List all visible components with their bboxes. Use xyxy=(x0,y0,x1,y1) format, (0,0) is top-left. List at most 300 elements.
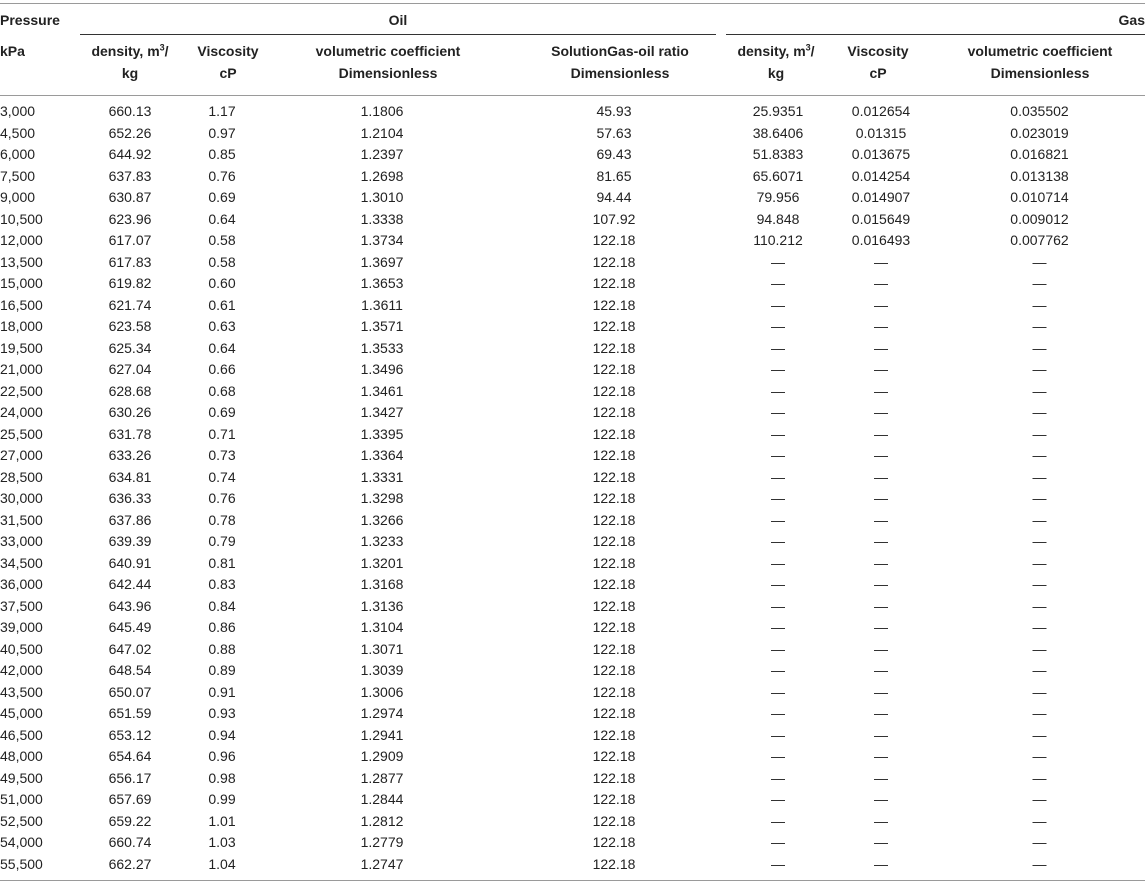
table-row xyxy=(0,510,1145,532)
table-row xyxy=(0,445,1145,467)
cell-gas-density: — xyxy=(771,404,785,420)
cell-pressure: 15,000 xyxy=(0,275,43,291)
cell-oil-volumetric-coefficient: 1.1806 xyxy=(360,103,404,119)
cell-gas-viscosity: — xyxy=(874,769,888,786)
oil-group-rule xyxy=(80,34,716,35)
cell-gas-viscosity: — xyxy=(874,253,888,270)
cell-oil-volumetric-coefficient: 1.2909 xyxy=(360,748,404,764)
cell-oil-volumetric-coefficient: 1.3168 xyxy=(360,576,404,592)
cell-pressure: 31,500 xyxy=(0,511,43,528)
cell-pressure: 10,500 xyxy=(0,210,43,227)
cell-gas-density: — xyxy=(771,490,785,506)
cell-gas-viscosity: — xyxy=(874,576,888,592)
cell-oil-volumetric-coefficient: 1.3364 xyxy=(360,447,404,463)
table-row xyxy=(0,402,1145,424)
data-table xyxy=(0,101,1145,875)
cell-oil-viscosity: 0.94 xyxy=(208,726,236,743)
cell-oil-volumetric-coefficient: 1.2844 xyxy=(360,791,404,807)
cell-oil-volumetric-coefficient: 1.2698 xyxy=(360,167,404,184)
cell-pressure: 3,000 xyxy=(0,103,36,119)
cell-gas-density: — xyxy=(771,296,785,313)
cell-gas-volumetric-coefficient: — xyxy=(1032,705,1047,721)
cell-gas-volumetric-coefficient: — xyxy=(1032,425,1047,442)
cell-oil-viscosity: 1.04 xyxy=(208,855,236,872)
cell-gas-viscosity: — xyxy=(874,662,888,678)
cell-pressure: 49,500 xyxy=(0,769,43,786)
cell-oil-viscosity: 0.96 xyxy=(208,748,236,764)
table-row xyxy=(0,725,1145,747)
header-gas-group: Gas xyxy=(1118,12,1145,28)
header-oil-viscosity: Viscosity cP xyxy=(197,43,259,81)
cell-pressure: 37,500 xyxy=(0,597,43,614)
cell-gas-density: — xyxy=(771,769,785,786)
cell-solution-gas-oil-ratio: 69.43 xyxy=(596,146,632,162)
cell-oil-density: 656.17 xyxy=(108,769,152,786)
cell-oil-density: 650.07 xyxy=(108,683,152,700)
table-row xyxy=(0,574,1145,596)
cell-oil-density: 636.33 xyxy=(108,490,152,506)
cell-oil-volumetric-coefficient: 1.3533 xyxy=(360,339,404,356)
cell-gas-volumetric-coefficient: 0.016821 xyxy=(1010,146,1069,162)
cell-oil-density: 651.59 xyxy=(108,705,152,721)
cell-oil-volumetric-coefficient: 1.2941 xyxy=(360,726,404,743)
cell-gas-viscosity: — xyxy=(874,339,888,356)
cell-oil-viscosity: 0.60 xyxy=(208,275,236,291)
header-gas-viscosity: Viscosity cP xyxy=(847,43,909,81)
cell-oil-density: 630.87 xyxy=(108,189,152,205)
cell-oil-volumetric-coefficient: 1.3653 xyxy=(360,275,404,291)
cell-gas-density: — xyxy=(771,425,785,442)
table-row xyxy=(0,424,1145,446)
cell-oil-viscosity: 0.58 xyxy=(208,232,236,248)
cell-oil-density: 647.02 xyxy=(108,640,152,657)
cell-gas-viscosity: — xyxy=(874,683,888,700)
cell-gas-viscosity: — xyxy=(874,382,888,399)
cell-oil-density: 637.86 xyxy=(108,511,152,528)
cell-pressure: 12,000 xyxy=(0,232,43,248)
cell-oil-density: 660.13 xyxy=(108,103,152,119)
cell-gas-volumetric-coefficient: — xyxy=(1032,554,1047,571)
table-row xyxy=(0,811,1145,833)
cell-gas-viscosity: — xyxy=(874,533,888,549)
cell-oil-volumetric-coefficient: 1.3071 xyxy=(360,640,404,657)
cell-solution-gas-oil-ratio: 122.18 xyxy=(592,683,636,700)
cell-oil-density: 623.96 xyxy=(108,210,152,227)
gas-group-rule xyxy=(726,34,1145,35)
cell-gas-density: — xyxy=(771,705,785,721)
cell-oil-density: 660.74 xyxy=(108,834,152,850)
table-row xyxy=(0,230,1145,252)
cell-gas-volumetric-coefficient: — xyxy=(1032,791,1047,807)
cell-pressure: 6,000 xyxy=(0,146,36,162)
cell-oil-density: 642.44 xyxy=(108,576,152,592)
cell-gas-density: — xyxy=(771,253,785,270)
cell-oil-viscosity: 0.74 xyxy=(208,468,236,485)
cell-gas-density: — xyxy=(771,576,785,592)
cell-gas-density: 51.8383 xyxy=(752,146,804,162)
header-oil-group: Oil xyxy=(388,12,408,28)
cell-pressure: 7,500 xyxy=(0,167,36,184)
cell-oil-volumetric-coefficient: 1.2397 xyxy=(360,146,404,162)
cell-oil-volumetric-coefficient: 1.3104 xyxy=(360,619,404,635)
cell-oil-volumetric-coefficient: 1.2974 xyxy=(360,705,404,721)
cell-solution-gas-oil-ratio: 122.18 xyxy=(592,554,636,571)
cell-gas-volumetric-coefficient: — xyxy=(1032,834,1047,850)
table-row xyxy=(0,123,1145,145)
cell-gas-viscosity: — xyxy=(874,834,888,850)
cell-gas-viscosity: 0.014254 xyxy=(851,167,911,184)
cell-gas-viscosity: 0.014907 xyxy=(851,189,911,205)
table-row xyxy=(0,660,1145,682)
header-gas-density: density, $m^3/$ kg xyxy=(737,42,815,81)
cell-oil-density: 657.69 xyxy=(108,791,152,807)
cell-gas-density: — xyxy=(771,662,785,678)
cell-gas-density: — xyxy=(771,533,785,549)
cell-oil-viscosity: 0.97 xyxy=(208,124,236,141)
cell-pressure: 27,000 xyxy=(0,447,43,463)
cell-gas-volumetric-coefficient: — xyxy=(1032,511,1047,528)
table-top-rule xyxy=(0,3,1145,4)
cell-oil-viscosity: 0.69 xyxy=(208,189,236,205)
cell-oil-viscosity: 0.78 xyxy=(208,511,236,528)
cell-solution-gas-oil-ratio: 122.18 xyxy=(592,855,636,872)
cell-oil-viscosity: 0.63 xyxy=(208,318,236,334)
cell-gas-density: — xyxy=(771,812,785,829)
cell-gas-volumetric-coefficient: — xyxy=(1032,748,1047,764)
cell-solution-gas-oil-ratio: 122.18 xyxy=(592,490,636,506)
table-row xyxy=(0,553,1145,575)
cell-solution-gas-oil-ratio: 45.93 xyxy=(596,103,632,119)
table-row xyxy=(0,187,1145,209)
cell-solution-gas-oil-ratio: 122.18 xyxy=(592,447,636,463)
cell-pressure: 55,500 xyxy=(0,855,43,872)
cell-gas-density: — xyxy=(771,447,785,463)
table-row xyxy=(0,252,1145,274)
cell-oil-volumetric-coefficient: 1.2747 xyxy=(360,855,404,872)
cell-oil-volumetric-coefficient: 1.3006 xyxy=(360,683,404,700)
cell-oil-volumetric-coefficient: 1.2812 xyxy=(360,812,404,829)
cell-pressure: 51,000 xyxy=(0,791,43,807)
cell-gas-volumetric-coefficient: — xyxy=(1032,855,1047,872)
cell-oil-viscosity: 0.88 xyxy=(208,640,236,657)
cell-solution-gas-oil-ratio: 122.18 xyxy=(592,812,636,829)
cell-oil-volumetric-coefficient: 1.3571 xyxy=(360,318,404,334)
cell-gas-volumetric-coefficient: — xyxy=(1032,640,1047,657)
cell-oil-density: 633.26 xyxy=(108,447,152,463)
cell-gas-density: 79.956 xyxy=(756,189,800,205)
cell-oil-density: 619.82 xyxy=(108,275,152,291)
cell-gas-viscosity: — xyxy=(874,425,888,442)
cell-oil-viscosity: 0.89 xyxy=(208,662,236,678)
cell-pressure: 45,000 xyxy=(0,705,43,721)
cell-oil-viscosity: 0.99 xyxy=(208,791,236,807)
cell-gas-volumetric-coefficient: — xyxy=(1032,662,1047,678)
cell-gas-density: — xyxy=(771,318,785,334)
cell-oil-viscosity: 1.17 xyxy=(208,103,236,119)
cell-gas-viscosity: — xyxy=(874,705,888,721)
table-row xyxy=(0,617,1145,639)
header-oil-volumetric-coefficient: volumetric coefficient Dimensionless xyxy=(315,43,461,81)
cell-gas-density: — xyxy=(771,726,785,743)
cell-pressure: 24,000 xyxy=(0,404,43,420)
cell-oil-density: 654.64 xyxy=(108,748,152,764)
cell-gas-viscosity: 0.016493 xyxy=(851,232,911,248)
header-pressure: Pressure xyxy=(0,12,60,28)
cell-oil-density: 627.04 xyxy=(108,361,152,377)
cell-oil-volumetric-coefficient: 1.3233 xyxy=(360,533,404,549)
cell-gas-viscosity: — xyxy=(874,855,888,872)
cell-oil-density: 628.68 xyxy=(108,382,152,399)
table-row xyxy=(0,746,1145,768)
cell-gas-density: 110.212 xyxy=(753,232,803,248)
cell-oil-viscosity: 0.83 xyxy=(208,576,236,592)
cell-oil-viscosity: 0.73 xyxy=(208,447,236,463)
cell-gas-volumetric-coefficient: — xyxy=(1032,275,1047,291)
cell-solution-gas-oil-ratio: 122.18 xyxy=(592,296,636,313)
cell-oil-volumetric-coefficient: 1.3697 xyxy=(360,253,404,270)
cell-oil-density: 640.91 xyxy=(108,554,152,571)
cell-gas-density: — xyxy=(771,339,785,356)
cell-gas-density: 38.6406 xyxy=(752,124,804,141)
cell-pressure: 48,000 xyxy=(0,748,43,764)
cell-gas-viscosity: — xyxy=(874,490,888,506)
table-row xyxy=(0,101,1145,123)
cell-oil-viscosity: 0.69 xyxy=(208,404,236,420)
header-bottom-rule xyxy=(0,95,1145,96)
cell-gas-volumetric-coefficient: 0.013138 xyxy=(1010,167,1069,184)
cell-solution-gas-oil-ratio: 94.44 xyxy=(596,189,632,205)
cell-oil-volumetric-coefficient: 1.3010 xyxy=(360,189,404,205)
header-solution-gas-oil-ratio: SolutionGas-oil ratio Dimensionless xyxy=(551,43,689,81)
cell-oil-volumetric-coefficient: 1.3395 xyxy=(360,425,404,442)
table-row xyxy=(0,854,1145,876)
cell-oil-viscosity: 0.98 xyxy=(208,769,236,786)
cell-solution-gas-oil-ratio: 122.18 xyxy=(592,232,636,248)
cell-gas-volumetric-coefficient: — xyxy=(1032,576,1047,592)
cell-solution-gas-oil-ratio: 122.18 xyxy=(592,339,636,356)
cell-oil-volumetric-coefficient: 1.2877 xyxy=(360,769,404,786)
cell-gas-volumetric-coefficient: 0.009012 xyxy=(1010,210,1069,227)
cell-gas-volumetric-coefficient: — xyxy=(1032,683,1047,700)
cell-gas-volumetric-coefficient: 0.010714 xyxy=(1010,189,1069,205)
cell-oil-volumetric-coefficient: 1.3496 xyxy=(360,361,404,377)
cell-gas-density: — xyxy=(771,791,785,807)
cell-gas-viscosity: — xyxy=(874,619,888,635)
table-row xyxy=(0,316,1145,338)
cell-oil-viscosity: 0.76 xyxy=(208,167,236,184)
cell-gas-density: — xyxy=(771,683,785,700)
cell-solution-gas-oil-ratio: 122.18 xyxy=(592,511,636,528)
cell-oil-viscosity: 0.66 xyxy=(208,361,236,377)
cell-solution-gas-oil-ratio: 122.18 xyxy=(592,275,636,291)
table-row xyxy=(0,166,1145,188)
cell-pressure: 54,000 xyxy=(0,834,43,850)
cell-gas-volumetric-coefficient: 0.023019 xyxy=(1010,124,1069,141)
cell-oil-viscosity: 0.84 xyxy=(208,597,236,614)
cell-solution-gas-oil-ratio: 122.18 xyxy=(592,425,636,442)
cell-solution-gas-oil-ratio: 122.18 xyxy=(592,382,636,399)
cell-gas-density: 94.848 xyxy=(756,210,800,227)
table-row xyxy=(0,144,1145,166)
cell-oil-volumetric-coefficient: 1.3427 xyxy=(360,404,404,420)
cell-solution-gas-oil-ratio: 122.18 xyxy=(592,468,636,485)
cell-oil-density: 617.07 xyxy=(108,232,152,248)
cell-oil-volumetric-coefficient: 1.3461 xyxy=(360,382,404,399)
cell-gas-volumetric-coefficient: 0.035502 xyxy=(1010,103,1069,119)
cell-oil-volumetric-coefficient: 1.2104 xyxy=(360,124,404,141)
cell-oil-viscosity: 0.76 xyxy=(208,490,236,506)
cell-oil-volumetric-coefficient: 1.3136 xyxy=(360,597,404,614)
table-row xyxy=(0,531,1145,553)
cell-solution-gas-oil-ratio: 122.18 xyxy=(592,597,636,614)
cell-gas-volumetric-coefficient: — xyxy=(1032,490,1047,506)
cell-pressure: 9,000 xyxy=(0,189,36,205)
header-pressure-unit: kPa xyxy=(0,43,25,59)
cell-gas-viscosity: 0.015649 xyxy=(851,210,911,227)
cell-pressure: 19,500 xyxy=(0,339,43,356)
cell-gas-volumetric-coefficient: — xyxy=(1032,382,1047,399)
cell-oil-viscosity: 0.79 xyxy=(208,533,236,549)
cell-oil-density: 653.12 xyxy=(108,726,152,743)
cell-solution-gas-oil-ratio: 122.18 xyxy=(592,769,636,786)
cell-oil-volumetric-coefficient: 1.2779 xyxy=(360,834,404,850)
cell-gas-viscosity: — xyxy=(874,597,888,614)
cell-gas-viscosity: — xyxy=(874,554,888,571)
cell-gas-volumetric-coefficient: — xyxy=(1032,253,1047,270)
cell-gas-volumetric-coefficient: — xyxy=(1032,361,1047,377)
cell-solution-gas-oil-ratio: 122.18 xyxy=(592,253,636,270)
cell-gas-viscosity: — xyxy=(874,791,888,807)
cell-gas-volumetric-coefficient: — xyxy=(1032,533,1047,549)
cell-gas-density: 65.6071 xyxy=(752,167,804,184)
cell-gas-volumetric-coefficient: — xyxy=(1032,468,1047,485)
cell-gas-viscosity: — xyxy=(874,361,888,377)
cell-oil-viscosity: 0.58 xyxy=(208,253,236,270)
cell-gas-density: — xyxy=(771,382,785,399)
cell-pressure: 52,500 xyxy=(0,812,43,829)
table-row xyxy=(0,832,1145,854)
cell-gas-viscosity: — xyxy=(874,511,888,528)
table-row xyxy=(0,295,1145,317)
cell-oil-viscosity: 0.93 xyxy=(208,705,236,721)
cell-oil-volumetric-coefficient: 1.3039 xyxy=(360,662,404,678)
cell-oil-viscosity: 0.71 xyxy=(208,425,236,442)
cell-pressure: 25,500 xyxy=(0,425,43,442)
cell-gas-viscosity: — xyxy=(874,468,888,485)
table-row xyxy=(0,768,1145,790)
cell-oil-density: 643.96 xyxy=(108,597,152,614)
cell-solution-gas-oil-ratio: 122.18 xyxy=(592,619,636,635)
cell-gas-viscosity: — xyxy=(874,275,888,291)
cell-solution-gas-oil-ratio: 122.18 xyxy=(592,705,636,721)
cell-gas-volumetric-coefficient: — xyxy=(1032,769,1047,786)
table-row xyxy=(0,596,1145,618)
cell-oil-density: 634.81 xyxy=(108,468,152,485)
cell-gas-density: — xyxy=(771,640,785,657)
cell-oil-viscosity: 0.61 xyxy=(208,296,236,313)
cell-oil-density: 630.26 xyxy=(108,404,152,420)
cell-solution-gas-oil-ratio: 122.18 xyxy=(592,662,636,678)
table-row xyxy=(0,703,1145,725)
table-row xyxy=(0,789,1145,811)
cell-oil-viscosity: 0.81 xyxy=(208,554,236,571)
table-row xyxy=(0,639,1145,661)
cell-pressure: 30,000 xyxy=(0,490,43,506)
cell-pressure: 34,500 xyxy=(0,554,43,571)
table-row xyxy=(0,381,1145,403)
cell-oil-density: 617.83 xyxy=(108,253,152,270)
cell-gas-density: — xyxy=(771,511,785,528)
cell-pressure: 4,500 xyxy=(0,124,36,141)
cell-pressure: 46,500 xyxy=(0,726,43,743)
cell-oil-volumetric-coefficient: 1.3331 xyxy=(360,468,404,485)
cell-oil-viscosity: 1.01 xyxy=(208,812,236,829)
cell-gas-viscosity: — xyxy=(874,404,888,420)
cell-pressure: 18,000 xyxy=(0,318,43,334)
cell-gas-density: — xyxy=(771,748,785,764)
header-oil-density: density, $m^3/$ kg xyxy=(91,42,169,81)
cell-oil-volumetric-coefficient: 1.3266 xyxy=(360,511,404,528)
cell-oil-volumetric-coefficient: 1.3734 xyxy=(360,232,404,248)
cell-gas-volumetric-coefficient: — xyxy=(1032,296,1047,313)
cell-gas-density: 25.9351 xyxy=(752,103,804,119)
cell-gas-viscosity: — xyxy=(874,447,888,463)
cell-oil-density: 662.27 xyxy=(108,855,152,872)
cell-oil-volumetric-coefficient: 1.3298 xyxy=(360,490,404,506)
cell-gas-volumetric-coefficient: — xyxy=(1032,447,1047,463)
cell-gas-density: — xyxy=(771,554,785,571)
cell-gas-density: — xyxy=(771,597,785,614)
cell-oil-density: 623.58 xyxy=(108,318,152,334)
cell-gas-density: — xyxy=(771,361,785,377)
cell-gas-viscosity: — xyxy=(874,726,888,743)
cell-solution-gas-oil-ratio: 122.18 xyxy=(592,404,636,420)
cell-solution-gas-oil-ratio: 107.92 xyxy=(592,210,636,227)
cell-pressure: 43,500 xyxy=(0,683,43,700)
table-row xyxy=(0,488,1145,510)
cell-oil-viscosity: 0.91 xyxy=(208,683,236,700)
cell-gas-viscosity: 0.01315 xyxy=(855,124,907,141)
cell-pressure: 16,500 xyxy=(0,296,43,313)
cell-gas-viscosity: — xyxy=(874,296,888,313)
cell-solution-gas-oil-ratio: 122.18 xyxy=(592,318,636,334)
cell-gas-density: — xyxy=(771,275,785,291)
cell-oil-viscosity: 0.64 xyxy=(208,339,236,356)
cell-oil-density: 625.34 xyxy=(108,339,152,356)
cell-pressure: 13,500 xyxy=(0,253,43,270)
table-row xyxy=(0,209,1145,231)
cell-gas-density: — xyxy=(771,619,785,635)
cell-solution-gas-oil-ratio: 81.65 xyxy=(596,167,632,184)
cell-solution-gas-oil-ratio: 122.18 xyxy=(592,834,636,850)
cell-oil-volumetric-coefficient: 1.3201 xyxy=(360,554,404,571)
cell-pressure: 40,500 xyxy=(0,640,43,657)
table-row xyxy=(0,682,1145,704)
cell-oil-viscosity: 0.68 xyxy=(208,382,236,399)
cell-gas-density: — xyxy=(771,834,785,850)
cell-oil-density: 648.54 xyxy=(108,662,152,678)
cell-gas-volumetric-coefficient: — xyxy=(1032,812,1047,829)
cell-pressure: 21,000 xyxy=(0,361,43,377)
cell-gas-density: — xyxy=(771,468,785,485)
cell-gas-viscosity: — xyxy=(874,812,888,829)
table-row xyxy=(0,359,1145,381)
cell-oil-density: 631.78 xyxy=(108,425,152,442)
cell-pressure: 42,000 xyxy=(0,662,43,678)
cell-gas-volumetric-coefficient: 0.007762 xyxy=(1010,232,1069,248)
cell-oil-density: 644.92 xyxy=(108,146,152,162)
cell-oil-viscosity: 0.86 xyxy=(208,619,236,635)
